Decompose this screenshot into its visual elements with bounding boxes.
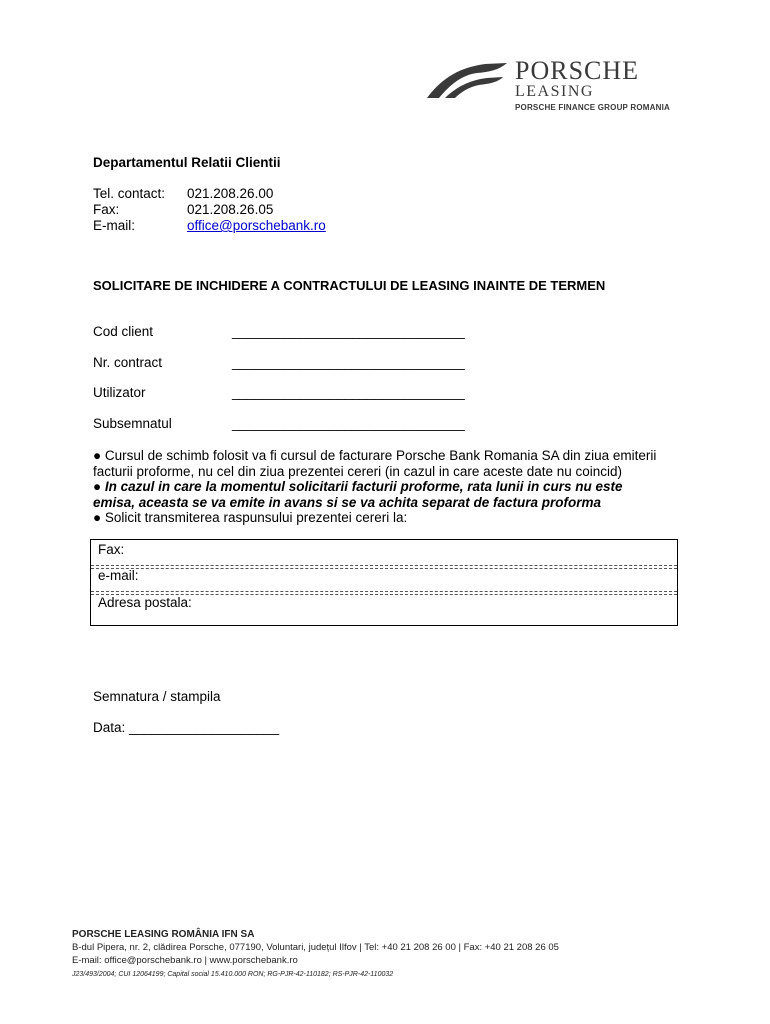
form-heading: SOLICITARE DE INCHIDERE A CONTRACTULUI DE LEASING INAINTE DE TERMEN — [93, 278, 606, 293]
note-exchange-rate-line2: facturii proforme, nu cel din ziua prezentei cereri (in cazul in care aceste date nu coincid) — [93, 463, 623, 479]
field-label-utilizator: Utilizator — [93, 385, 146, 400]
department-title: Departamentul Relatii Clientii — [93, 155, 281, 170]
note-monthly-rate-line1: ● In cazul in care la momentul solicitarii facturii proforme, rata lunii in curs nu este — [93, 479, 623, 494]
footer-company: PORSCHE LEASING ROMÂNIA IFN SA — [72, 929, 255, 940]
reply-address-row[interactable] — [91, 594, 677, 624]
divider — [91, 591, 677, 592]
reply-fax-label: Fax: — [98, 542, 125, 557]
reply-email-row[interactable] — [91, 567, 677, 594]
field-label-cod-client: Cod client — [93, 324, 154, 339]
logo-brand: PORSCHE — [515, 56, 640, 85]
note-exchange-rate-line1: ● Cursul de schimb folosit va fi cursul de facturare Porsche Bank Romania SA din ziua emiterii — [93, 448, 657, 463]
reply-fax-row[interactable] — [91, 540, 677, 567]
field-line-cod-client[interactable]: _______________________________ — [232, 324, 465, 339]
porsche-swoosh-icon — [425, 60, 510, 100]
email-link[interactable]: office@porschebank.ro — [187, 218, 326, 233]
field-line-nr-contract[interactable]: _______________________________ — [232, 355, 465, 370]
note-monthly-rate-line2: emisa, aceasta se va emite in avans si se va achita separat de factura proforma — [93, 494, 602, 510]
reply-email-label: e-mail: — [98, 568, 139, 583]
divider — [91, 565, 677, 566]
signature-label: Semnatura / stampila — [93, 689, 221, 704]
reply-box — [90, 539, 678, 626]
field-label-subsemnatul: Subsemnatul — [93, 416, 172, 431]
field-line-subsemnatul[interactable]: _______________________________ — [232, 416, 465, 431]
company-logo — [425, 58, 705, 118]
fax-label: Fax: — [93, 202, 120, 217]
tel-label: Tel. contact: — [93, 186, 166, 201]
tel-value: 021.208.26.00 — [187, 186, 274, 201]
logo-group: PORSCHE FINANCE GROUP ROMANIA — [515, 103, 670, 112]
reply-address-label: Adresa postala: — [98, 595, 192, 610]
note-reply-request: ● Solicit transmiterea raspunsului prezentei cereri la: — [93, 510, 408, 525]
email-label: E-mail: — [93, 218, 136, 233]
contact-block — [0, 186, 770, 236]
field-label-nr-contract: Nr. contract — [93, 355, 163, 370]
field-line-utilizator[interactable]: _______________________________ — [232, 385, 465, 400]
notes-block — [93, 448, 713, 526]
footer-address: B-dul Pipera, nr. 2, clădirea Porsche, 077190, Voluntari, județul Ilfov | Tel: +40 21 208 26 00 | Fax: +40 21 208 26 05 — [72, 942, 559, 953]
logo-subtitle: LEASING — [515, 83, 594, 100]
date-field[interactable]: Data: ____________________ — [93, 720, 280, 735]
footer-contact: E-mail: office@porschebank.ro | www.porschebank.ro — [72, 955, 298, 966]
fax-value: 021.208.26.05 — [187, 202, 274, 217]
footer-legal: J23/493/2004; CUI 12064199; Capital social 15.410.000 RON; RG-PJR-42-110182; RS-PJR-42-110032 — [72, 971, 394, 978]
